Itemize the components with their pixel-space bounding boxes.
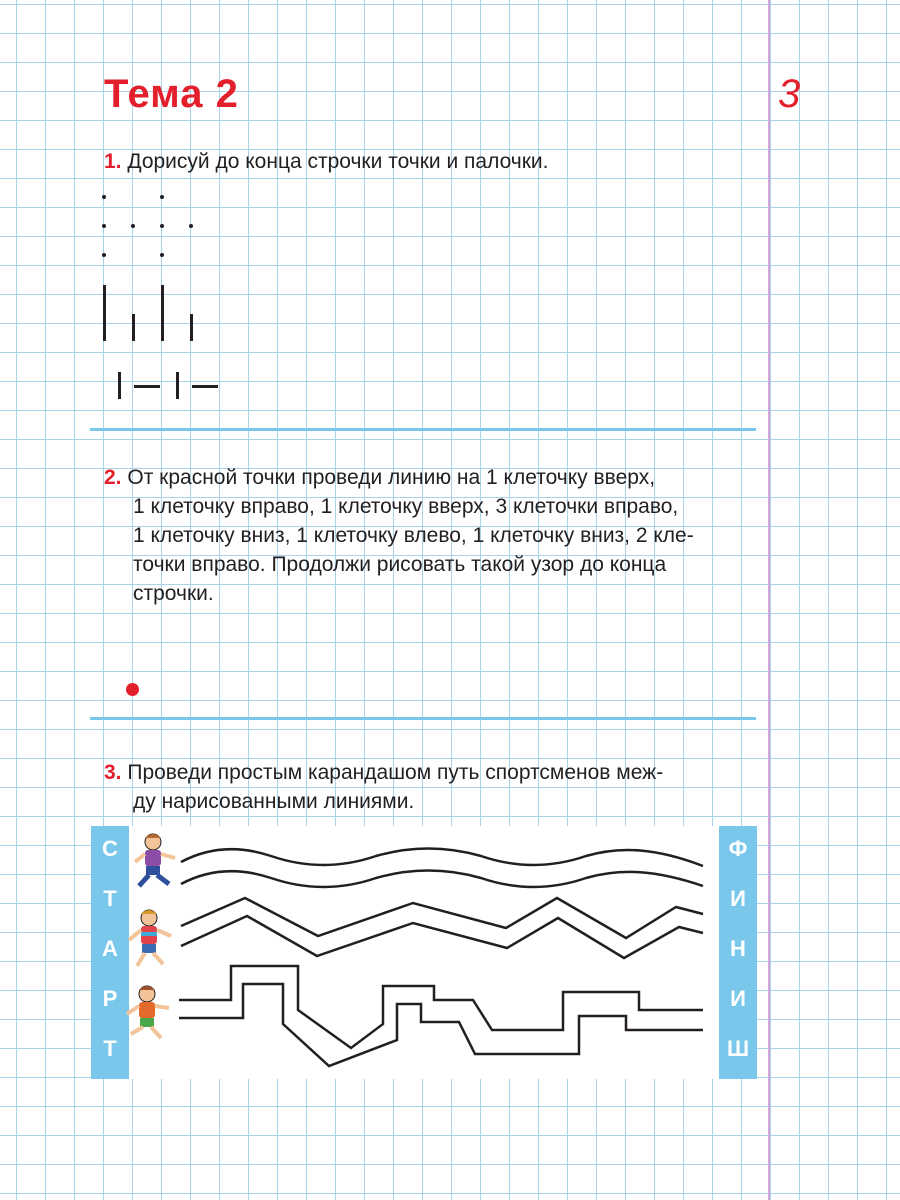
long-stick: [161, 285, 164, 341]
dot: [102, 253, 106, 257]
dot: [160, 253, 164, 257]
finish-letter: И: [730, 886, 746, 911]
race-track: [91, 826, 757, 1079]
finish-letter: Н: [730, 936, 746, 961]
finish-letter: И: [730, 986, 746, 1011]
task-text: От красной точки проведи линию на 1 клеточку вверх,: [127, 466, 656, 489]
short-stick: [132, 314, 135, 341]
section-divider: [90, 428, 756, 431]
page-number: 3: [778, 72, 801, 116]
task-text: Проведи простым карандашом путь спортсменов меж-: [127, 761, 664, 784]
long-stick: [103, 285, 106, 341]
step-line-top: [179, 966, 703, 1048]
finish-letter: Ф: [728, 836, 748, 861]
runner-icon: [135, 834, 175, 886]
start-letter: Т: [103, 886, 117, 911]
dot: [102, 224, 106, 228]
page-title: Тема 2: [104, 72, 239, 116]
dot: [160, 224, 164, 228]
task-line: 1 клеточку вниз, 1 клеточку влево, 1 клеточку вниз, 2 кле-: [133, 524, 694, 547]
task-line: 1 клеточку вправо, 1 клеточку вверх, 3 клеточки вправо,: [133, 495, 679, 518]
task-number: 2.: [104, 466, 122, 489]
task-text: Дорисуй до конца строчки точки и палочки.: [127, 150, 549, 173]
runner-icon: [127, 986, 169, 1038]
margin-line: [768, 0, 770, 1200]
task-1: [104, 147, 549, 176]
red-start-dot: [126, 683, 139, 696]
start-letter: Т: [103, 1036, 117, 1061]
start-letter: Р: [102, 986, 118, 1011]
short-stick: [118, 372, 121, 399]
task-line: ду нарисованными линиями.: [133, 790, 415, 813]
task-3: [104, 758, 663, 816]
task-line: [104, 758, 663, 787]
dot: [160, 195, 164, 199]
dash: [134, 385, 160, 388]
start-letter: С: [102, 836, 118, 861]
short-stick: [190, 314, 193, 341]
runner-icon: [129, 910, 171, 966]
dot: [189, 224, 193, 228]
task-2: [104, 463, 694, 608]
dot: [102, 195, 106, 199]
finish-letter: Ш: [726, 1036, 750, 1061]
task-line: точки вправо. Продолжи рисовать такой узор до конца: [133, 553, 667, 576]
wavy-line-bottom: [181, 871, 703, 888]
wavy-line-top: [181, 849, 703, 867]
task-line: [104, 463, 694, 492]
track-lines: [91, 826, 757, 1079]
section-divider: [90, 717, 756, 720]
step-line-bottom: [179, 984, 703, 1066]
task-number: 1.: [104, 150, 122, 173]
start-letter: А: [102, 936, 118, 961]
task-number: 3.: [104, 761, 122, 784]
dash: [192, 385, 218, 388]
task-line: строчки.: [133, 582, 214, 605]
short-stick: [176, 372, 179, 399]
dot: [131, 224, 135, 228]
